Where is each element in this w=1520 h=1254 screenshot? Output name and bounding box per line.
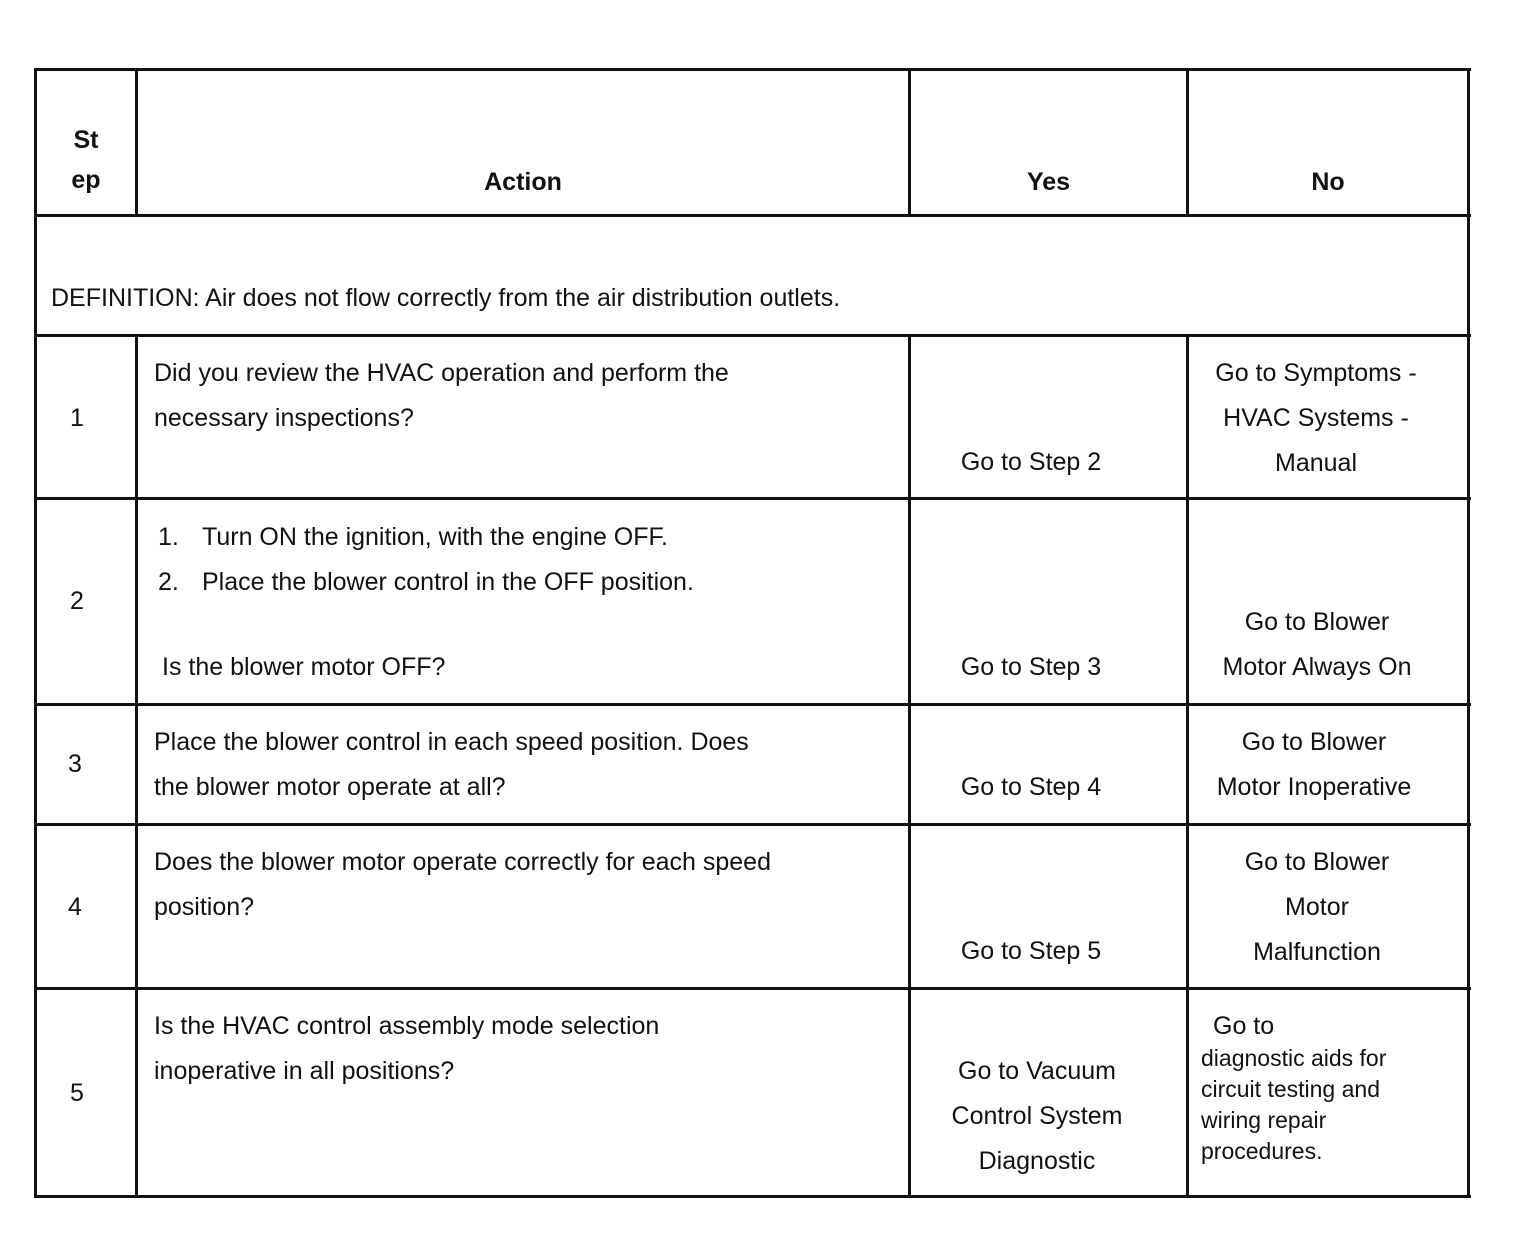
step-number: 2 (70, 587, 84, 615)
rule (34, 214, 1471, 217)
header-action: Action (484, 168, 562, 196)
rule (34, 497, 1471, 500)
rule (34, 703, 1471, 706)
header-yes: Yes (1026, 168, 1071, 196)
rule (34, 334, 1471, 337)
step-number: 1 (70, 404, 84, 432)
rule (1467, 68, 1470, 1198)
no-text: diagnostic aids for circuit testing and wiring repair procedures. (1201, 1045, 1387, 1164)
no-text: Go to Blower Motor Inoperative (1216, 728, 1412, 801)
action-text: Did you review the HVAC operation and perform the necessary inspections? (154, 359, 729, 432)
step-number: 3 (68, 750, 82, 778)
no-text-first: Go to (1213, 1012, 1275, 1040)
yes-text: Go to Step 2 (960, 448, 1102, 476)
yes-text: Go to Step 5 (960, 937, 1102, 965)
yes-text: Go to Step 3 (960, 653, 1102, 681)
no-text: Go to Blower Motor Malfunction (1244, 848, 1390, 966)
question-text: Is the blower motor OFF? (162, 653, 446, 681)
rule (135, 334, 138, 1198)
action-text: Is the HVAC control assembly mode selection inoperative in all positions? (154, 1012, 660, 1085)
yes-text: Go to Vacuum Control System Diagnostic (951, 1057, 1123, 1175)
action-text (154, 515, 894, 605)
list-item: 1. Turn ON the ignition, with the engine OFF. (158, 523, 668, 551)
no-text: Go to Blower Motor Always On (1222, 608, 1412, 681)
list-item: 2. Place the blower control in the OFF position. (158, 568, 694, 596)
action-text: Does the blower motor operate correctly for each speed position? (154, 848, 771, 921)
rule (34, 823, 1471, 826)
header-step: St ep (71, 126, 101, 194)
definition-text: DEFINITION: Air does not flow correctly from the air distribution outlets. (51, 284, 841, 312)
rule (34, 68, 37, 1198)
action-text: Place the blower control in each speed position. Does the blower motor operate at all? (154, 728, 749, 801)
rule (34, 68, 1471, 71)
step-number: 4 (68, 893, 82, 921)
rule (34, 987, 1471, 990)
rule (34, 1195, 1471, 1198)
header-no: No (1311, 168, 1345, 196)
step-number: 5 (70, 1079, 84, 1107)
yes-text: Go to Step 4 (960, 773, 1102, 801)
no-text: Go to Symptoms - HVAC Systems - Manual (1215, 359, 1417, 477)
procedure-list (154, 515, 894, 605)
